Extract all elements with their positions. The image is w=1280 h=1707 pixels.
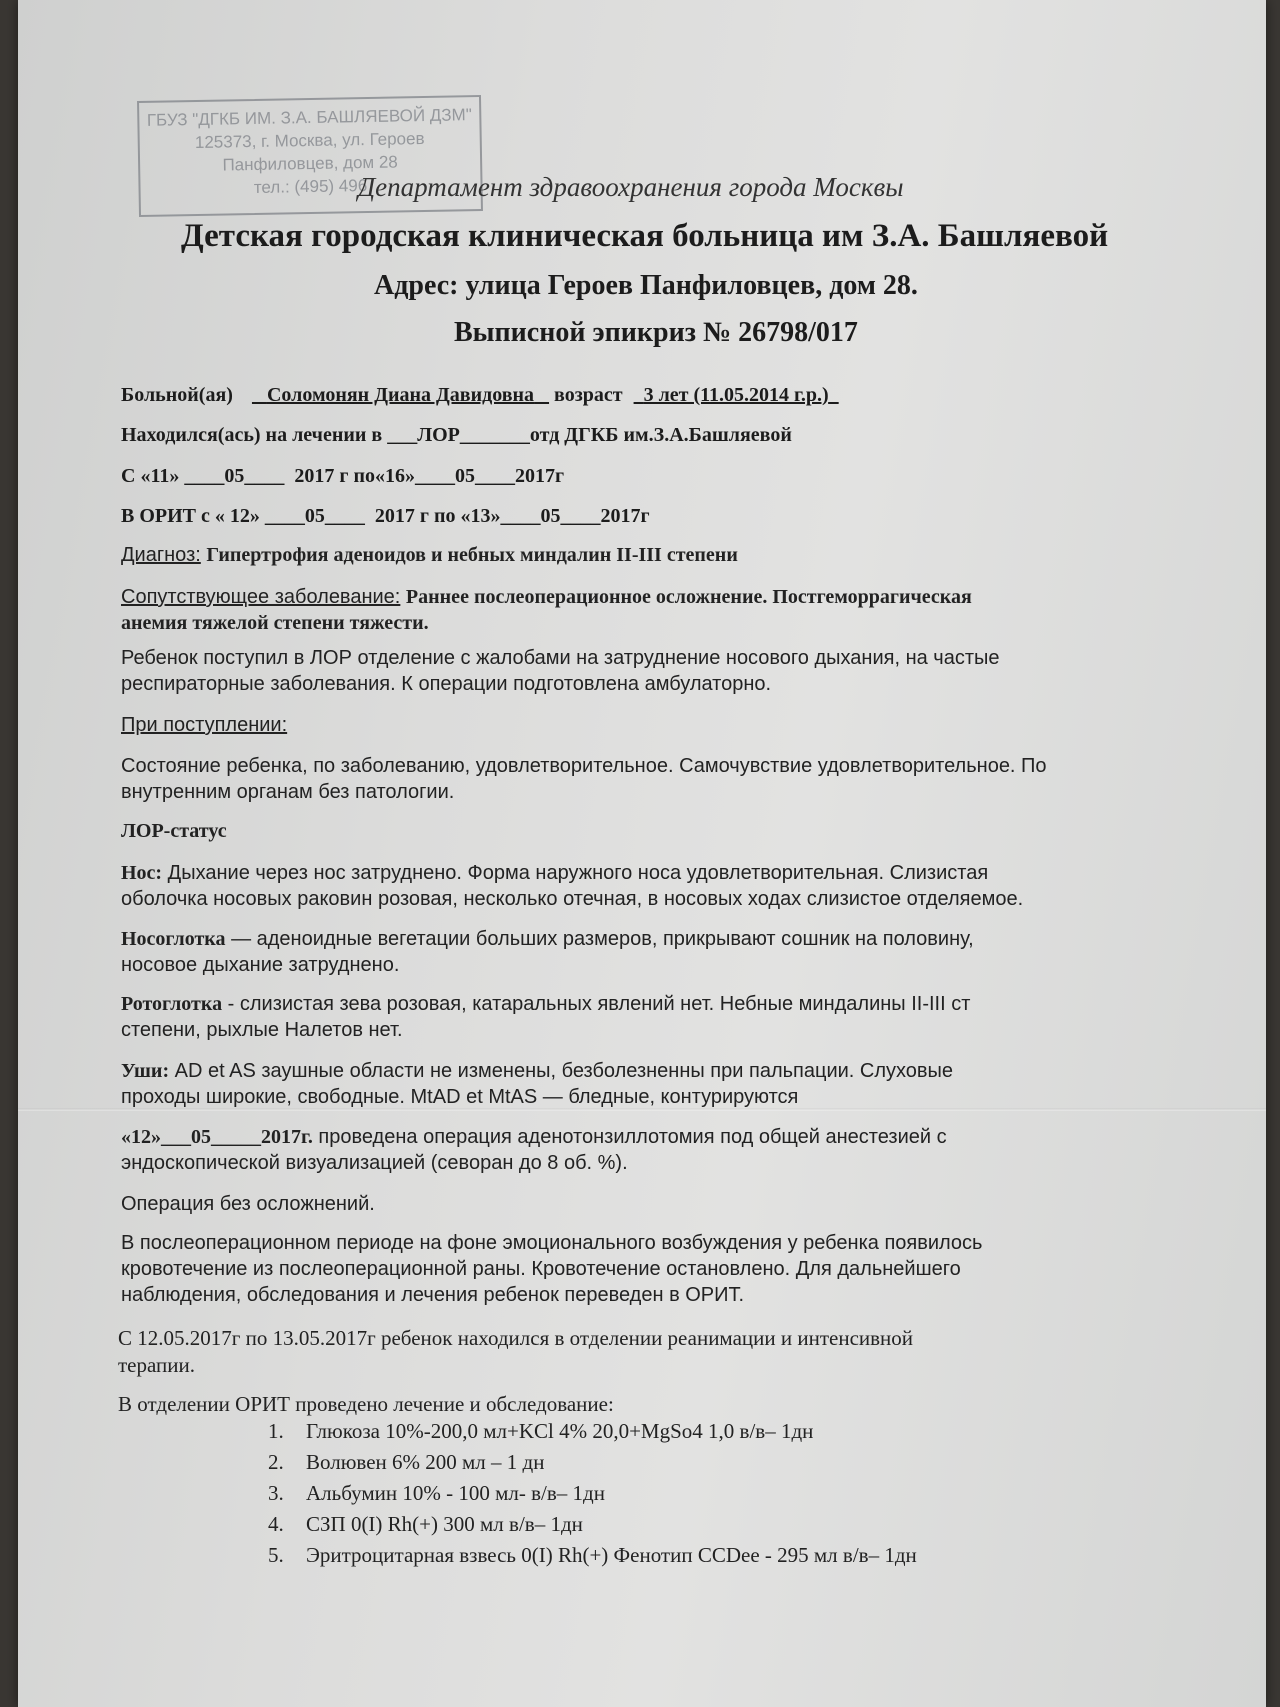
stamp-line: тел.: (495) 496 <box>253 176 368 197</box>
document-page <box>18 0 1266 1707</box>
list-item: 1. Глюкоза 10%-200,0 мл+KCl 4% 20,0+MgSo4 1,0 в/в– 1дн <box>268 1419 814 1443</box>
department-heading: Департамент здравоохранения города Москвы <box>358 172 904 202</box>
stamp-line: 125373, г. Москва, ул. Героев <box>194 128 425 153</box>
stamp-line: Панфиловцев, дом 28 <box>222 152 398 175</box>
list-item: 2. Волювен 6% 200 мл – 1 дн <box>268 1450 545 1474</box>
comorbid-disease: Сопутствующее заболевание: Раннее послеоперационное осложнение. Постгеморрагическая анемия тяжелой степени тяжести. <box>121 586 972 634</box>
age-label: возраст <box>554 384 623 406</box>
lor-ears: Уши: AD et AS заушные области не изменены, безболезненны при пальпации. Слуховые проходы широкие, свободные. MtAD et MtAS — бледные, контурируются <box>121 1060 954 1108</box>
treatment-row: Находился(ась) на лечении в ___ЛОР_______отд ДГКБ им.З.А.Башляевой <box>121 424 792 446</box>
icu-stay: С 12.05.2017г по 13.05.2017г ребенок находился в отделении реанимации и интенсивной терапии. <box>118 1326 914 1377</box>
complaints: Ребенок поступил в ЛОР отделение с жалобами на затруднение носового дыхания, на частые респираторные заболевания. К операции подготовлена амбулаторно. <box>121 647 1000 695</box>
hospital-name: Детская городская клиническая больница им З.А. Башляевой <box>181 218 1109 254</box>
patient-label: Больной(ая) <box>121 384 233 406</box>
lor-nose: Нос: Дыхание через нос затруднено. Форма наружного носа удовлетворительная. Слизистая оболочка носовых раковин розовая, несколько отечная, в носовых ходах слизистое отделяемое. <box>121 862 1024 910</box>
patient-row <box>121 384 839 407</box>
admission-heading: При поступлении: <box>121 714 288 736</box>
lor-nasopharynx: Носоглотка — аденоидные вегетации больших размеров, прикрывают сошник на половину, носовое дыхание затруднено. <box>121 928 974 976</box>
patient-name: Соломонян Диана Давидовна <box>266 384 535 406</box>
document-title: Выписной эпикриз № 26798/017 <box>454 317 858 348</box>
diagnosis-label: Диагноз: <box>121 544 201 566</box>
operation: «12»___05_____2017г. проведена операция аденотонзиллотомия под общей анестезией с эндоскопической визуализацией (севоран до 8 об. %). <box>121 1126 947 1174</box>
postop-period: В послеоперационном периоде на фоне эмоционального возбуждения у ребенка появилось кровотечение из послеоперационной раны. Кровотечение остановлено. Для дальнейшего наблюдения, обследования и лечения ребенок переведен в ОРИТ. <box>121 1232 983 1306</box>
operation-no-complications: Операция без осложнений. <box>121 1193 375 1215</box>
icu-treatment-list <box>268 1419 917 1574</box>
diagnosis <box>121 542 738 568</box>
lor-status-heading: ЛОР-статус <box>121 820 227 842</box>
list-item: 5. Эритроцитарная взвесь 0(I) Rh(+) Фенотип CCDee - 295 мл в/в– 1дн <box>268 1543 917 1567</box>
lor-oropharynx: Ротоглотка - слизистая зева розовая, катаральных явлений нет. Небные миндалины II-III ст степени, рыхлые Налетов нет. <box>121 993 971 1041</box>
admission-text: Состояние ребенка, по заболеванию, удовлетворительное. Самочувствие удовлетворительное. По внутренним органам без патологии. <box>121 755 1047 803</box>
treatment-department: ЛОР <box>417 424 460 446</box>
list-item: 3. Альбумин 10% - 100 мл- в/в– 1дн <box>268 1481 605 1505</box>
stamp-line: ГБУЗ "ДГКБ ИМ. З.А. БАШЛЯЕВОЙ ДЗМ" <box>146 105 472 130</box>
list-item: 4. СЗП 0(I) Rh(+) 300 мл в/в– 1дн <box>268 1512 583 1536</box>
icu-period-row: В ОРИТ с « 12» ____05____ 2017 г по «13»____05____2017г <box>121 505 650 527</box>
treatment-period-row: С «11» ____05____ 2017 г по«16»____05____2017г <box>121 465 565 487</box>
patient-age: 3 лет (11.05.2014 г.р.) <box>643 384 829 406</box>
diagnosis-text: Гипертрофия аденоидов и небных миндалин II-III степени <box>206 544 738 566</box>
icu-treatment-heading: В отделении ОРИТ проведено лечение и обследование: <box>118 1392 614 1416</box>
hospital-address: Адрес: улица Героев Панфиловцев, дом 28. <box>374 270 918 301</box>
